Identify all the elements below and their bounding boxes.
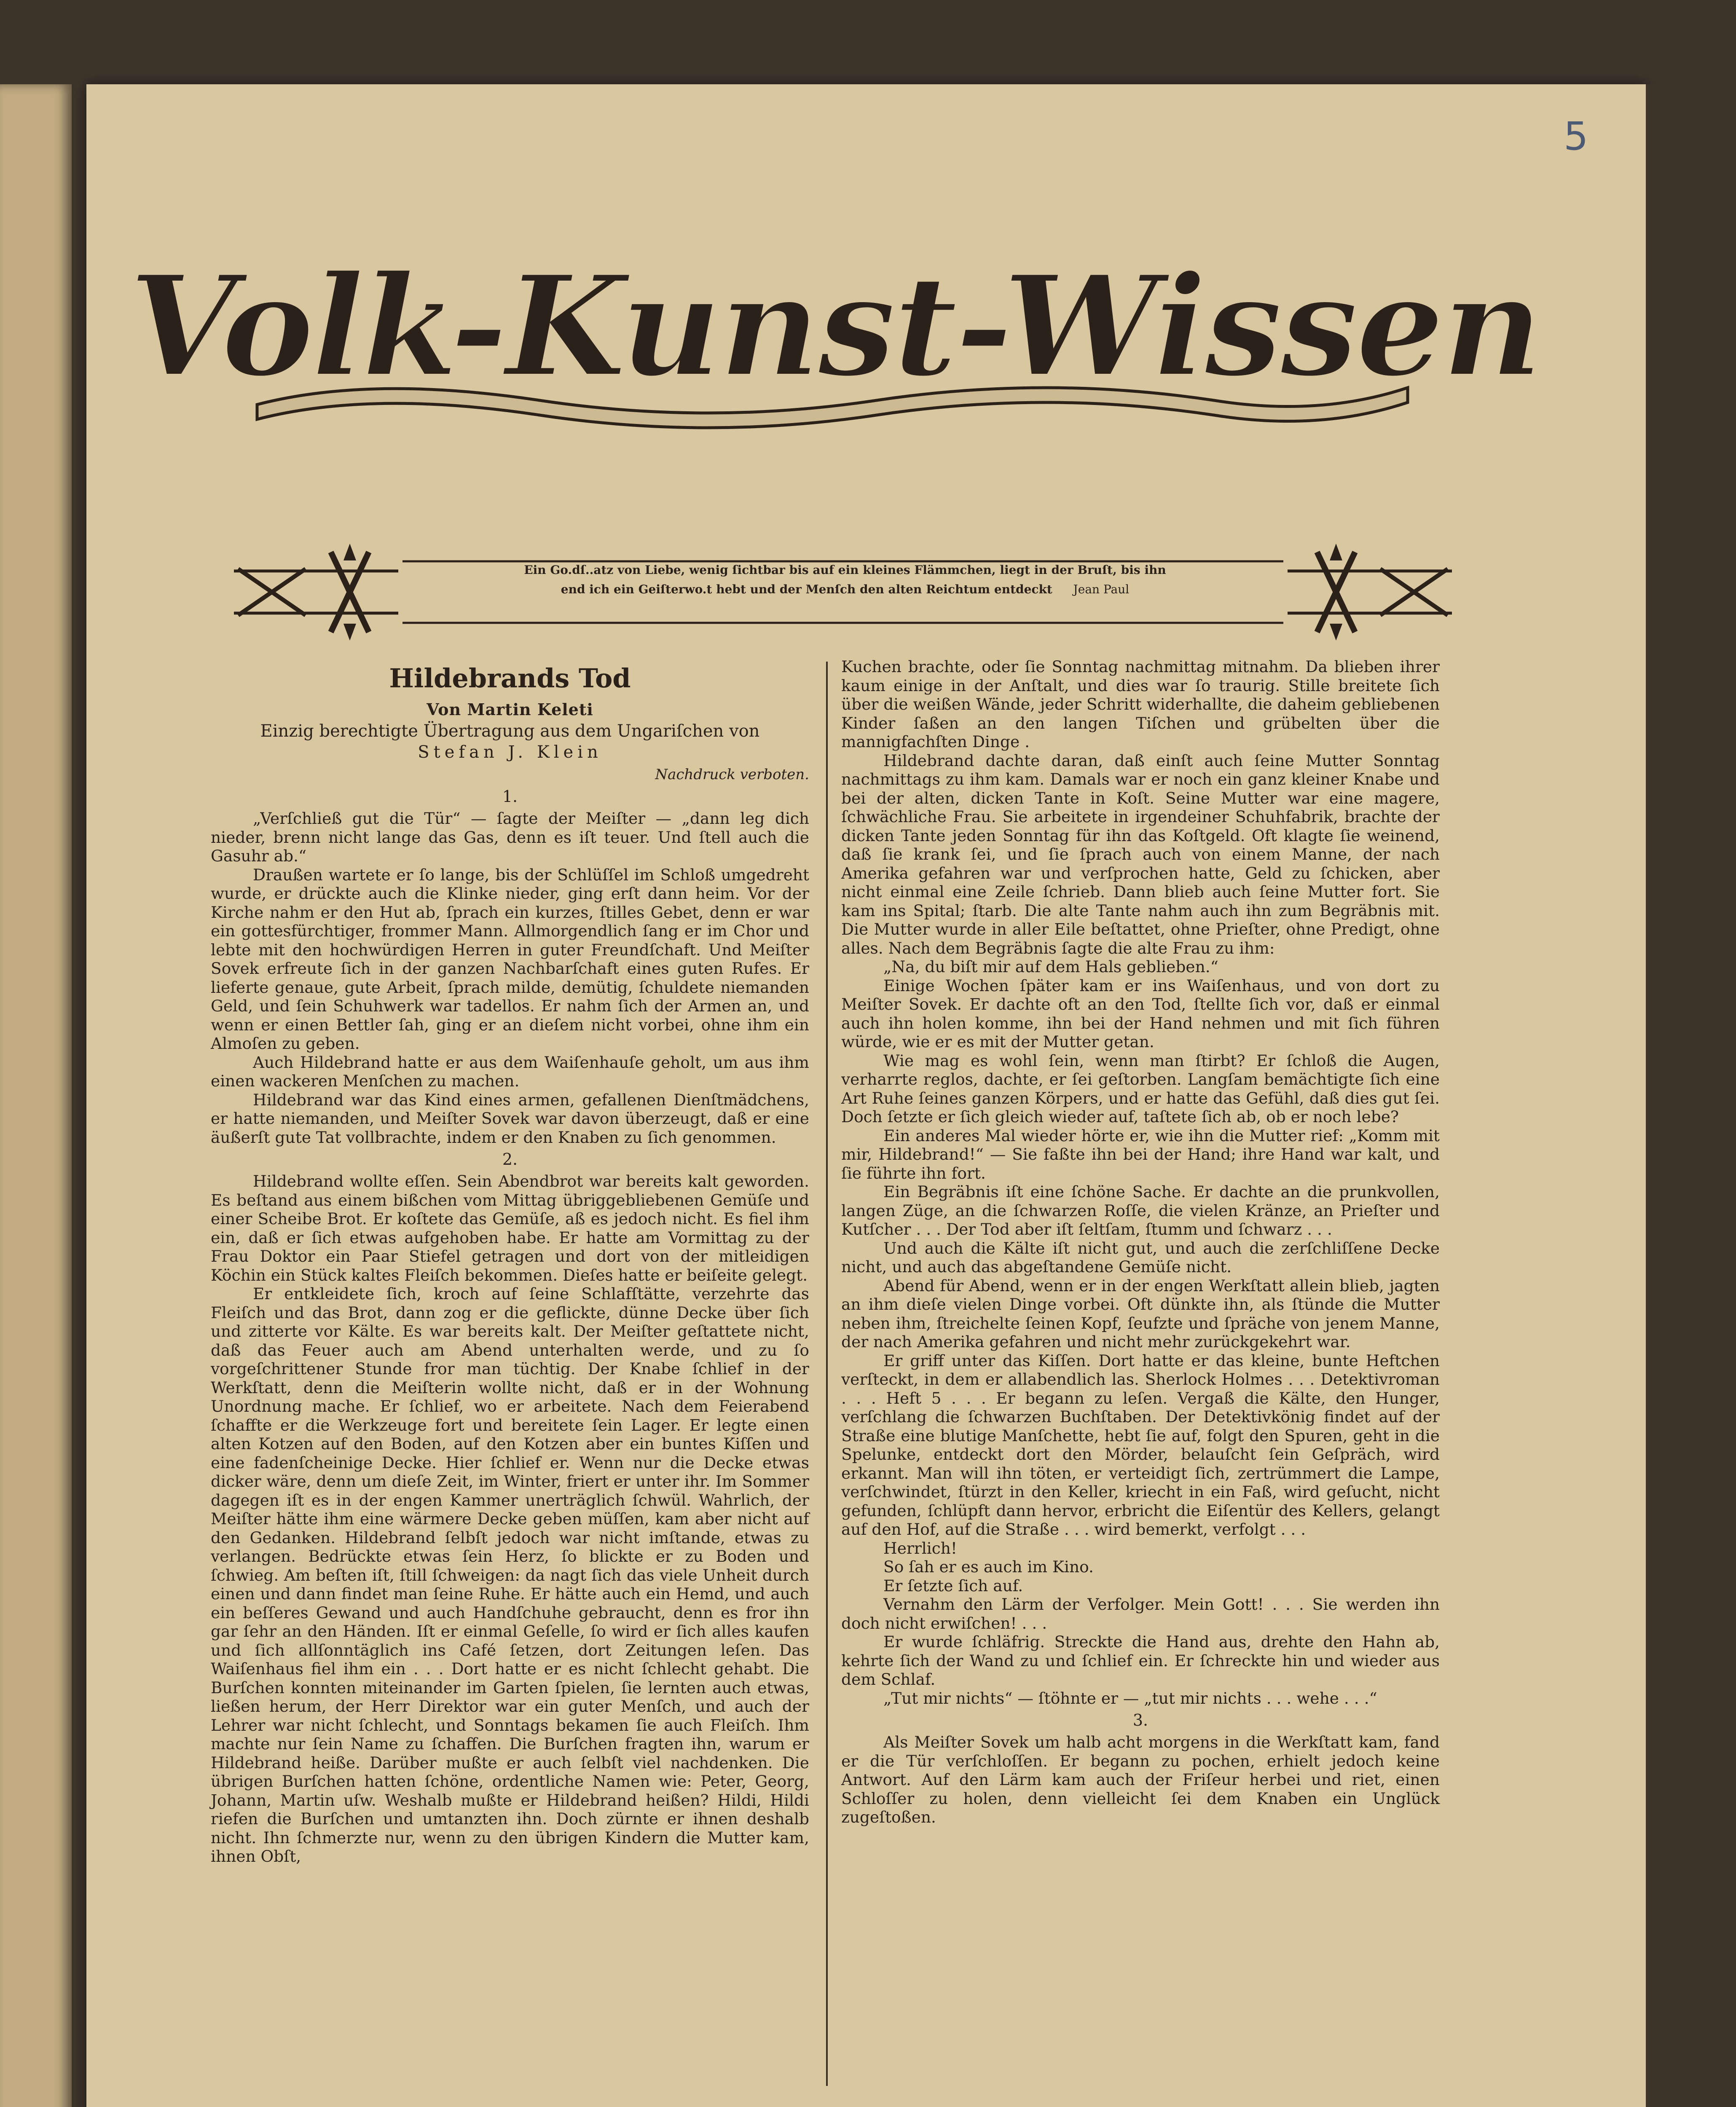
motto-line-2-text: end ich ein Geiſterwo.t hebt und der Menſch den alten Reichtum entdeckt xyxy=(561,582,1052,596)
translator-name-text: Stefan J. Klein xyxy=(418,743,602,762)
paragraph: Abend für Abend, wenn er in der engen Werkſtatt allein blieb, jagten an ihm dieſe vielen Dinge vorbei. Oft dünkte ihn, als ſtünde die Mutter neben ihm, ſtreichelte ſeinen Kopf, ſeufzte und ſpräche von jenem Manne, der nach Amerika gefahren und nicht mehr zurückgekehrt war. xyxy=(841,1276,1440,1351)
paragraph: Wie mag es wohl ſein, wenn man ſtirbt? Er ſchloß die Augen, verharrte reglos, dachte, er ſei geſtorben. Langſam bemächtigte ſich eine Art Ruhe ſeines ganzen Körpers, und er hatte das Gefühl, daß dies gut ſei. Doch ſetzte er ſich gleich wieder auf, taſtete ſich ab, ob er noch lebe? xyxy=(841,1051,1440,1126)
article-column-left xyxy=(211,657,809,2090)
article-byline xyxy=(211,699,809,721)
translator-name xyxy=(211,742,809,763)
paragraph: Vernahm den Lärm der Verfolger. Mein Gott! . . . Sie werden ihn doch nicht erwiſchen! . . . xyxy=(841,1595,1440,1633)
paragraph: Ein Begräbnis iſt eine ſchöne Sache. Er dachte an die prunkvollen, langen Züge, an die ſchwarzen Roſſe, die vielen Kränze, an Prieſter und Kutſcher . . . Der Tod aber iſt ſeltſam, ſtumm und ſchwarz . . . xyxy=(841,1182,1440,1238)
byline-text: Von Martin Keleti xyxy=(427,700,593,719)
paragraph: Hildebrand wollte eſſen. Sein Abendbrot war bereits kalt geworden. Es beſtand aus einem bißchen vom Mittag übriggebliebenen Gemüſe und einer Scheibe Brot. Er koſtete das Gemüſe, aß es jedoch nicht. Es fiel ihm ein, daß er ſich etwas aufgehoben habe. Er hatte am Vormittag zu der Frau Doktor ein Paar Stiefel getragen und dort von der mitleidigen Köchin ein Stück kaltes Fleiſch bekommen. Dieſes hatte er beiſeite gelegt. xyxy=(211,1172,809,1284)
paragraph: Kuchen brachte, oder ſie Sonntag nachmittag mitnahm. Da blieben ihrer kaum einige in der Anſtalt, und dies war ſo traurig. Stille breitete ſich über die weißen Wände, jeder Schritt widerhallte, die daheim gebliebenen Kinder ſaßen an den langen Tiſchen und grübelten über die mannigfachſten Dinge . xyxy=(841,657,1440,751)
paragraph: Als Meiſter Sovek um halb acht morgens in die Werkſtatt kam, fand er die Tür verſchloſſen. Er begann zu pochen, erhielt jedoch keine Antwort. Auf den Lärm kam auch der Friſeur herbei und riet, einen Schloſſer zu holen, denn vielleicht ſei dem Knaben ein Unglück zugeſtoßen. xyxy=(841,1733,1440,1826)
masthead xyxy=(129,236,1540,455)
masthead-graphic xyxy=(129,236,1540,455)
article-column-right xyxy=(841,657,1440,2090)
paragraph: Ein anderes Mal wieder hörte er, wie ihn die Mutter rief: „Komm mit mir, Hildebrand!“ — Sie faßte ihn bei der Hand; ihre Hand war kalt, und ſie führte ihn fort. xyxy=(841,1126,1440,1182)
paragraph: „Tut mir nichts“ — ſtöhnte er — „tut mir nichts . . . wehe . . .“ xyxy=(883,1689,1377,1708)
translation-note: Einzig berechtigte Übertragung aus dem Ungariſchen von xyxy=(260,721,760,741)
paragraph: Auch Hildebrand hatte er aus dem Waiſenhauſe geholt, um aus ihm einen wackeren Menſchen zu machen. xyxy=(211,1053,809,1090)
paragraph: Draußen wartete er ſo lange, bis der Schlüſſel im Schloß umgedreht wurde, er drückte auch die Klinke nieder, ging erſt dann heim. Vor der Kirche nahm er den Hut ab, ſprach ein kurzes, ſtilles Gebet, denn er war ein gottesfürchtiger, frommer Mann. Allmorgendlich ſang er im Chor und lebte mit den hochwürdigen Herren in guter Freundſchaft. Und Meiſter Sovek erfreute ſich in der ganzen Nachbarſchaft eines guten Rufes. Er lieferte genaue, gute Arbeit, ſprach milde, demütig, ſchuldete niemanden Geld, und ſein Schuhwerk war tadellos. Er nahm ſich der Armen an, und wenn er einen Bettler ſah, ging er an dieſem nicht vorbei, ohne ihm ein Almoſen zu geben. xyxy=(211,865,809,1053)
right-column-body xyxy=(841,657,1440,1827)
paragraph: Er entkleidete ſich, kroch auf ſeine Schlafſtätte, verzehrte das Fleiſch und das Brot, dann zog er die geflickte, dünne Decke über ſich und zitterte vor Kälte. Es war bereits kalt. Der Meiſter geſtattete nicht, daß das Feuer auch am Abend unterhalten werde, und zu ſo vorgeſchrittener Stunde fror man tüchtig. Der Knabe ſchlief in der Werkſtatt, denn die Meiſterin wollte nicht, daß er in der Wohnung Unordnung mache. Er ſchlief, wo er arbeitete. Nach dem Feierabend ſchaffte er die Werkzeuge fort und bereitete ſein Lager. Er legte einen alten Kotzen auf den Boden, auf den Kotzen aber ein buntes Kiſſen und eine fadenſcheinige Decke. Hier ſchlief er. Wenn nur die Decke etwas dicker wäre, denn um dieſe Zeit, im Winter, friert er unter ihr. Im Sommer dagegen iſt es in der engen Kammer unerträglich ſchwül. Wahrlich, der Meiſter hätte ihm eine wärmere Decke geben müſſen, kam aber nicht auf den Gedanken. Hildebrand ſelbſt jedoch war nicht imſtande, etwas zu verlangen. Bedrückte etwas ſein Herz, ſo blickte er zu Boden und ſchwieg. Am beſten iſt, ſtill ſchweigen: da nagt ſich das viele Unheit durch einen und dann findet man ſeine Ruhe. Er hätte auch ein Hemd, und auch ein beſſeres Gewand und auch Handſchuhe gebraucht, denn es fror ihn gar ſehr an den Händen. Iſt er einmal Geſelle, ſo wird er ſich alles kaufen und ſich allſonntäglich ins Café ſetzen, dort Zeitungen leſen. Das Waiſenhaus fiel ihm ein . . . Dort hatte er es nicht ſchlecht gehabt. Die Burſchen konnten miteinander im Garten ſpielen, ſie lernten auch etwas, ließen herum, der Herr Direktor war ein guter Menſch, und auch der Lehrer war nicht ſchlecht, und Sonntags bekamen ſie auch Fleiſch. Ihm machte nur ſein Name zu ſchaffen. Die Burſchen fragten ihn, warum er Hildebrand heiße. Darüber mußte er auch ſelbſt viel nachdenken. Die übrigen Burſchen hatten ſchöne, ordentliche Namen wie: Peter, Georg, Johann, Martin uſw. Weshalb mußte er Hildebrand heißen? Hildi, Hildi riefen die Burſchen und umtanzten ihn. Doch zürnte er ihnen deshalb nicht. Ihn ſchmerzte nur, wenn zu den übrigen Kindern die Mutter kam, ihnen Obſt, xyxy=(211,1284,809,1866)
paragraph: So ſah er es auch im Kino. xyxy=(883,1557,1094,1576)
reprint-notice: Nachdruck verboten. xyxy=(655,766,809,783)
paragraph: Er wurde ſchläfrig. Streckte die Hand aus, drehte den Hahn ab, kehrte ſich der Wand zu und ſchlief ein. Er ſchreckte hin und wieder aus dem Schlaf. xyxy=(841,1633,1440,1689)
page-edge-right xyxy=(1646,84,1736,2107)
article-title: Hildebrands Tod xyxy=(389,663,631,694)
motto-line-1: Ein Go.dſ..atz von Liebe, wenig ſichtbar bis auf ein kleines Flämmchen, liegt in der Bruſt, bis ihn xyxy=(524,563,1166,577)
masthead-title: Volk-Kunst-Wissen xyxy=(129,244,1540,408)
paragraph: Er ſetzte ſich auf. xyxy=(883,1576,1023,1595)
left-column-body xyxy=(211,786,809,1866)
motto xyxy=(409,560,1281,599)
paragraph: Und auch die Kälte iſt nicht gut, und auch die zerſchliſſene Decke nicht, und auch das abgeſtandene Gemüſe nicht. xyxy=(841,1238,1440,1276)
paragraph: Hildebrand dachte daran, daß einſt auch ſeine Mutter Sonntag nachmittags zu ihm kam. Damals war er noch ein ganz kleiner Knabe und bei der alten, dicken Tante in Koſt. Seine Mutter war eine magere, ſchwächliche Frau. Sie arbeitete in irgendeiner Schuhfabrik, brachte der dicken Tante jeden Sonntag für ihn das Koſtgeld. Oft klagte ſie weinend, daß ſie krank ſei, und ſie ſprach auch von einem Manne, der nach Amerika gefahren war und verſprochen hatte, Geld zu ſchicken, aber nicht einmal eine Zeile ſchrieb. Dann blieb auch ſeine Mutter fort. Sie kam ins Spital; ſtarb. Die alte Tante nahm auch ihn zum Begräbnis mit. Die Mutter wurde in aller Eile beſtattet, ohne Prieſter, ohne Predigt, ohne alles. Nach dem Begräbnis ſagte die alte Frau zu ihm: xyxy=(841,751,1440,957)
section-number: 1. xyxy=(502,787,518,806)
paragraph: Einige Wochen ſpäter kam er ins Waiſenhaus, und von dort zu Meiſter Sovek. Er dachte oft an den Tod, ſtellte ſich vor, daß er einmal auch ihn holen komme, ihn bei der Hand nehmen und mit ſich führen würde, wie er es mit der Mutter getan. xyxy=(841,976,1440,1051)
paragraph: Er griff unter das Kiſſen. Dort hatte er das kleine, bunte Heftchen verſteckt, in dem er allabendlich las. Sherlock Holmes . . . Detektivroman . . . Heft 5 . . . Er begann zu leſen. Vergaß die Kälte, den Hunger, verſchlang die ſchwarzen Buchſtaben. Der Detektivkönig findet auf der Straße eine blutige Manſchette, hebt ſie auf, folgt den Spuren, geht in die Spelunke, entdeckt dort den Mörder, belauſcht ſein Geſpräch, wird erkannt. Man will ihn töten, er verteidigt ſich, zertrümmert die Lampe, verſchwindet, ſtürzt in den Keller, kriecht in ein Faß, wird geſucht, nicht gefunden, ſchlüpft dann hervor, erbricht die Eiſentür des Kellers, gelangt auf den Hof, auf die Straße . . . wird bemerkt, verfolgt . . . xyxy=(841,1351,1440,1539)
section-number: 2. xyxy=(502,1150,518,1169)
motto-line-2 xyxy=(409,580,1281,599)
paragraph: Herrlich! xyxy=(883,1539,957,1557)
paragraph: „Na, du biſt mir auf dem Hals geblieben.“ xyxy=(883,957,1218,976)
paragraph: Hildebrand war das Kind eines armen, gefallenen Dienſtmädchens, er hatte niemanden, und Meiſter Sovek war davon überzeugt, daß er eine äußerſt gute Tat vollbrachte, indem er den Knaben zu ſich genommen. xyxy=(211,1090,809,1147)
motto-author: Jean Paul xyxy=(1073,582,1130,596)
section-number: 3. xyxy=(1132,1711,1148,1729)
paragraph: „Verſchließ gut die Tür“ — ſagte der Meiſter — „dann leg dich nieder, brenn nicht lange das Gas, denn es iſt teuer. Und ſtell auch die Gasuhr ab.“ xyxy=(211,809,809,865)
page-number: 5 xyxy=(1564,114,1588,159)
column-divider xyxy=(826,662,828,2086)
previous-page-edge xyxy=(0,84,72,2107)
